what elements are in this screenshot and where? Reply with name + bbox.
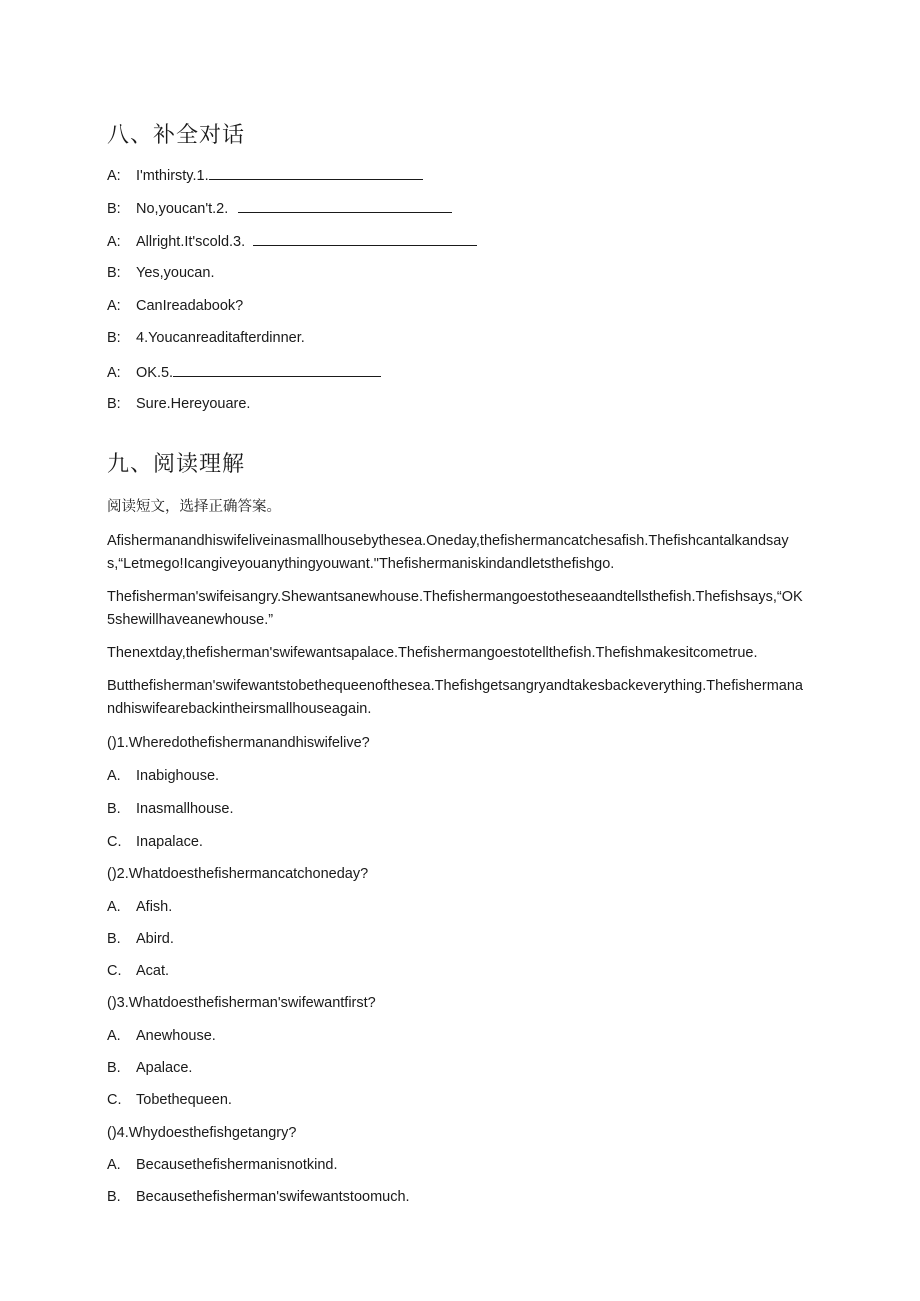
- answer-blank-3[interactable]: [253, 231, 477, 246]
- option-letter: C.: [107, 963, 122, 979]
- option-letter: B.: [107, 931, 121, 947]
- dialogue-line: [107, 362, 381, 382]
- dialogue-text: No,youcan't.2.: [136, 201, 233, 217]
- speaker-label: A:: [107, 365, 121, 381]
- answer-option[interactable]: [107, 833, 203, 851]
- answer-option[interactable]: [107, 962, 169, 980]
- passage-paragraph: Afishermanandhiswifeliveinasmallhousebythesea.Oneday,thefishermancatchesafish.Thefishcantalkandsays,“Letmego!Icangiveyouanythingyouwant."Thefishermaniskindandletsthefishgo.: [107, 533, 789, 572]
- dialogue-text: 4.Youcanreaditafterdinner.: [136, 330, 305, 346]
- option-text: Becausethefishermanisnotkind.: [136, 1157, 338, 1173]
- speaker-label: B:: [107, 396, 121, 412]
- option-text: Inapalace.: [136, 834, 203, 850]
- answer-option[interactable]: [107, 1027, 216, 1045]
- speaker-label: B:: [107, 330, 121, 346]
- answer-blank-5[interactable]: [173, 362, 381, 377]
- option-text: Inabighouse.: [136, 768, 220, 784]
- option-letter: B.: [107, 1060, 121, 1076]
- option-letter: A.: [107, 899, 121, 915]
- answer-option[interactable]: [107, 800, 234, 818]
- passage-paragraph: Butthefisherman'swifewantstobethequeenofthesea.Thefishgetsangryandtakesbackeverything.Thefishermanandhiswifearebackintheirsmallhouseagain.: [107, 678, 803, 717]
- speaker-label: B:: [107, 201, 121, 217]
- option-text: Acat.: [136, 963, 170, 979]
- dialogue-line: [107, 395, 250, 413]
- answer-option[interactable]: [107, 1059, 192, 1077]
- option-letter: B.: [107, 1189, 121, 1205]
- dialogue-line: [107, 297, 243, 315]
- option-letter: A.: [107, 768, 121, 784]
- speaker-label: A:: [107, 234, 121, 250]
- instruction-text: 阅读短文，选择正确答案。: [107, 499, 281, 515]
- answer-option[interactable]: [107, 767, 219, 785]
- section-8-title: 八、补全对话: [107, 122, 246, 147]
- question-stem: ()1.Wheredothefishermanandhiswifelive?: [107, 735, 370, 751]
- passage-paragraph: Thenextday,thefisherman'swifewantsapalace.Thefishermangoestotellthefish.Thefishmakesitcometrue.: [107, 645, 758, 661]
- speaker-label: B:: [107, 265, 121, 281]
- dialogue-text: Yes,youcan.: [136, 265, 215, 281]
- question-stem: ()2.Whatdoesthefishermancatchoneday?: [107, 866, 369, 882]
- question-stem: ()3.Whatdoesthefisherman'swifewantfirst?: [107, 995, 376, 1011]
- dialogue-line: [107, 165, 423, 185]
- option-text: Tobethequeen.: [136, 1092, 232, 1108]
- dialogue-text: Sure.Hereyouare.: [136, 396, 251, 412]
- answer-option[interactable]: [107, 1188, 410, 1206]
- answer-option[interactable]: [107, 1156, 338, 1174]
- option-text: Becausethefisherman'swifewantstoomuch.: [136, 1189, 410, 1205]
- speaker-label: A:: [107, 168, 121, 184]
- speaker-label: A:: [107, 298, 121, 314]
- question-stem: ()4.Whydoesthefishgetangry?: [107, 1125, 297, 1141]
- option-letter: C.: [107, 834, 122, 850]
- passage-paragraph: Thefisherman'swifeisangry.Shewantsanewhouse.Thefishermangoestotheseaandtellsthefish.Thefishsays,“OK5shewillhaveanewhouse.”: [107, 589, 803, 628]
- dialogue-text: I'mthirsty.1.: [136, 168, 209, 184]
- answer-blank-2[interactable]: [238, 198, 452, 213]
- option-text: Inasmallhouse.: [136, 801, 234, 817]
- dialogue-line: [107, 329, 305, 347]
- option-text: Afish.: [136, 899, 173, 915]
- option-letter: A.: [107, 1157, 121, 1173]
- answer-option[interactable]: [107, 898, 172, 916]
- dialogue-line: [107, 198, 452, 218]
- option-text: Apalace.: [136, 1060, 193, 1076]
- option-letter: A.: [107, 1028, 121, 1044]
- dialogue-text: CanIreadabook?: [136, 298, 244, 314]
- dialogue-text: Allright.It'scold.3.: [136, 234, 250, 250]
- option-letter: C.: [107, 1092, 122, 1108]
- dialogue-text: OK.5.: [136, 365, 174, 381]
- section-9-title: 九、阅读理解: [107, 451, 246, 476]
- option-letter: B.: [107, 801, 121, 817]
- dialogue-line: [107, 264, 214, 282]
- answer-option[interactable]: [107, 1091, 232, 1109]
- dialogue-line: [107, 231, 477, 251]
- answer-blank-1[interactable]: [209, 165, 423, 180]
- option-text: Abird.: [136, 931, 174, 947]
- answer-option[interactable]: [107, 930, 174, 948]
- option-text: Anewhouse.: [136, 1028, 216, 1044]
